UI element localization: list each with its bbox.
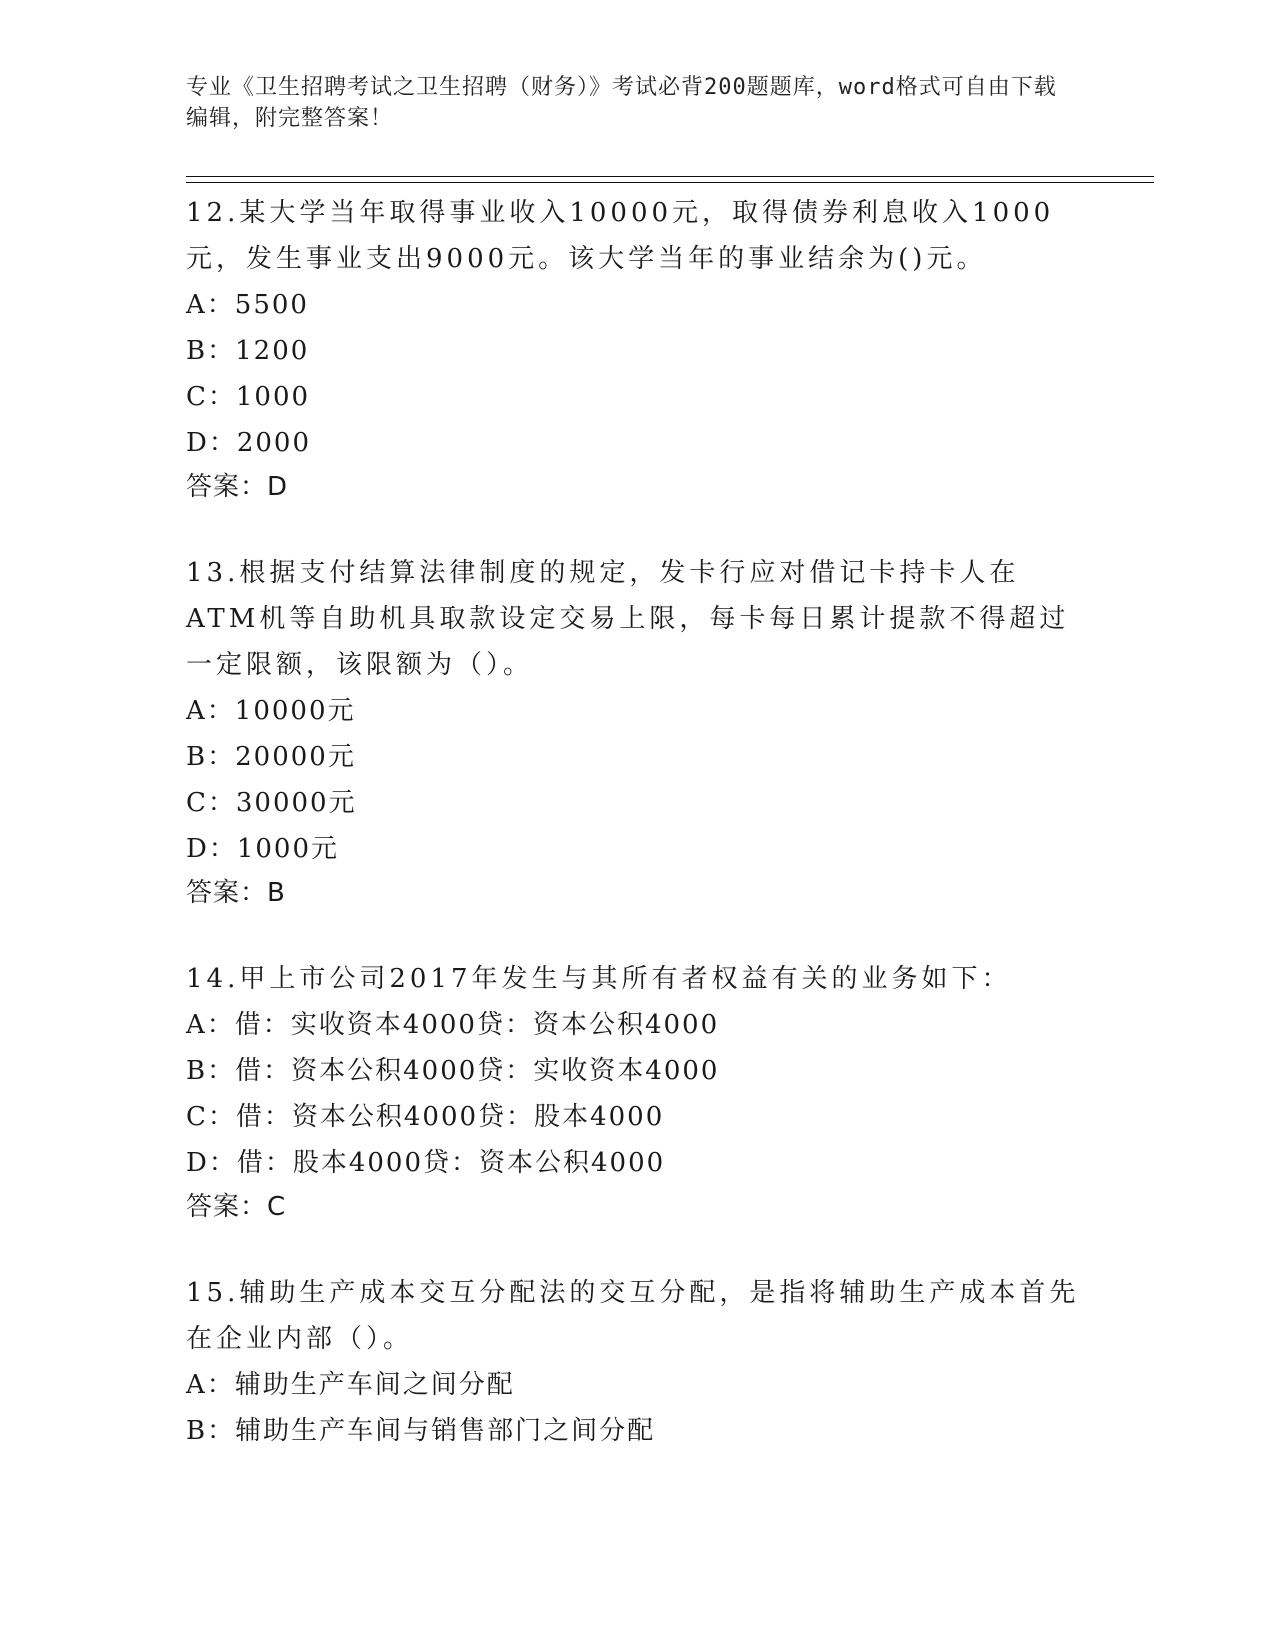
question-stem: 15.辅助生产成本交互分配法的交互分配，是指将辅助生产成本首先在企业内部（）。 bbox=[186, 1278, 1080, 1354]
option-b: B：辅助生产车间与销售部门之间分配 bbox=[186, 1416, 656, 1446]
question-stem: 14.甲上市公司2017年发生与其所有者权益有关的业务如下： bbox=[186, 964, 1012, 994]
answer-line: 答案：D bbox=[186, 472, 289, 502]
document-header: 专业《卫生招聘考试之卫生招聘（财务）》考试必背200题题库，word格式可自由下载编辑，附完整答案！ bbox=[186, 75, 1057, 131]
header-divider-bottom bbox=[186, 182, 1154, 183]
option-d: D：1000元 bbox=[186, 834, 340, 864]
option-d: D：2000 bbox=[186, 428, 312, 458]
answer-line: 答案：B bbox=[186, 878, 286, 908]
option-c: C：借：资本公积4000贷：股本4000 bbox=[186, 1102, 665, 1132]
option-b: B：1200 bbox=[186, 336, 310, 366]
option-b: B：20000元 bbox=[186, 742, 356, 772]
question-stem: 12.某大学当年取得事业收入10000元，取得债券利息收入1000元，发生事业支出9000元。该大学当年的事业结余为()元。 bbox=[186, 198, 1055, 274]
option-a: A：5500 bbox=[186, 290, 309, 320]
question-stem: 13.根据支付结算法律制度的规定，发卡行应对借记卡持卡人在ATM机等自助机具取款设定交易上限，每卡每日累计提款不得超过一定限额，该限额为（）。 bbox=[186, 558, 1070, 680]
answer-line: 答案：C bbox=[186, 1192, 287, 1222]
question-15 bbox=[186, 1270, 1086, 1454]
question-12 bbox=[186, 190, 1086, 508]
header-divider-top bbox=[186, 176, 1154, 177]
option-a: A：辅助生产车间之间分配 bbox=[186, 1370, 515, 1400]
option-d: D：借：股本4000贷：资本公积4000 bbox=[186, 1148, 666, 1178]
question-list bbox=[186, 190, 1086, 1496]
option-c: C：1000 bbox=[186, 382, 311, 412]
option-b: B：借：资本公积4000贷：实收资本4000 bbox=[186, 1056, 720, 1086]
question-13 bbox=[186, 550, 1086, 914]
option-a: A：10000元 bbox=[186, 696, 356, 726]
option-a: A：借：实收资本4000贷：资本公积4000 bbox=[186, 1010, 720, 1040]
question-14 bbox=[186, 956, 1086, 1228]
option-c: C：30000元 bbox=[186, 788, 357, 818]
